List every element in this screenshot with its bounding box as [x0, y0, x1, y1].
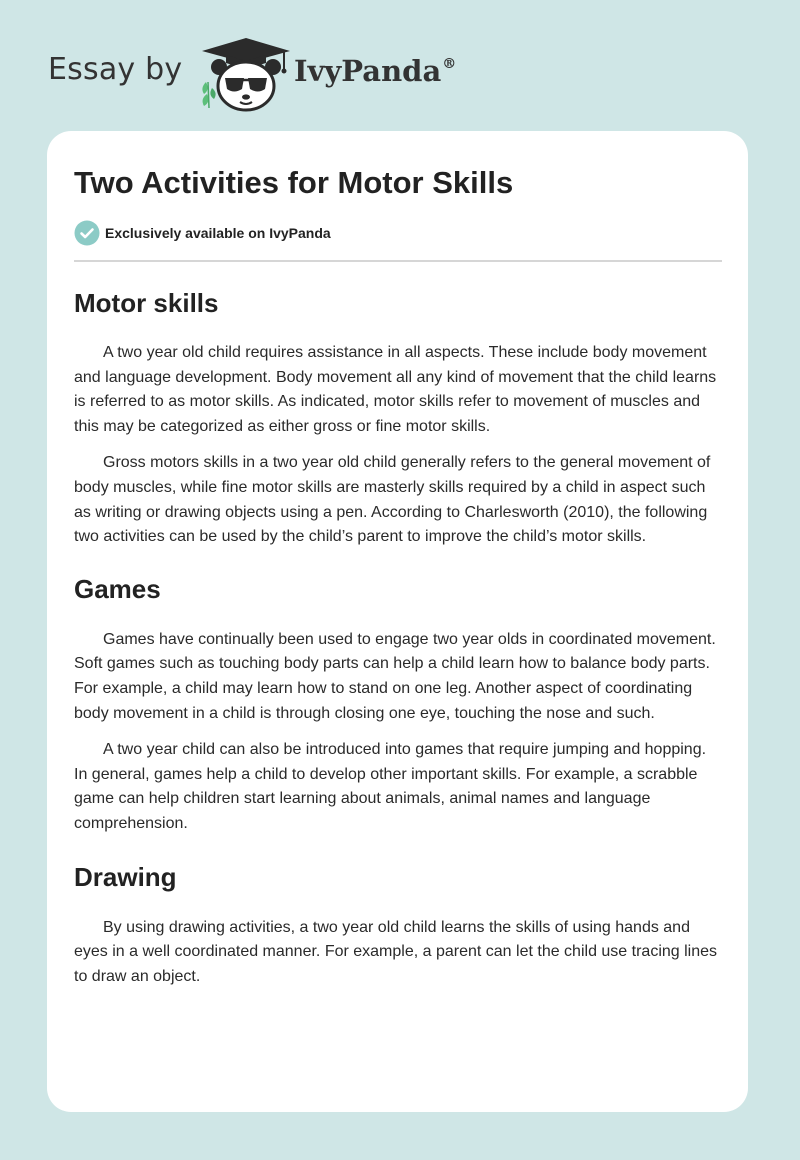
essay-card	[47, 131, 748, 1112]
brand-name	[294, 54, 456, 88]
paragraph: Gross motors skills in a two year old child generally refers to the general movement of body muscles, while fine motor skills are masterly skills required by a child in aspect such as writing or drawing objects using a pen. According to Charlesworth (2010), the following two activities can be used by the child’s parent to improve the child’s motor skills.	[74, 454, 711, 546]
paragraph: By using drawing activities, a two year old child learns the skills of using hands and eyes in a well coordinated manner. For example, a parent can let the child use tracing lines to draw an object.	[74, 918, 718, 985]
registered-mark: ®	[442, 56, 457, 72]
section-heading-motor-skills: Motor skills	[74, 288, 219, 318]
panda-graduate-logo-icon	[198, 36, 294, 112]
brand-name-text: IvyPanda	[294, 54, 442, 88]
paragraph: A two year old child requires assistance in all aspects. These include body movement and language development. Body movement all any kind of movement that the child learns is referred to as motor skills. As indicated, motor skills refer to movement of muscles and this may be categorized as either gross or fine motor skills.	[74, 344, 717, 435]
divider	[74, 260, 722, 262]
exclusive-badge	[74, 220, 722, 246]
check-circle-icon	[74, 220, 100, 246]
brand-prefix: Essay by	[48, 52, 183, 87]
exclusive-badge-text: Exclusively available on IvyPanda	[105, 225, 331, 241]
section-heading-drawing: Drawing	[74, 861, 177, 892]
paragraph: A two year child can also be introduced into games that require jumping and hopping. In general, games help a child to develop other important skills. For example, a scrabble game can help children start learning about animals, animal names and language comprehension.	[74, 741, 707, 832]
brand-header[interactable]	[48, 34, 468, 114]
page-title: Two Activities for Motor Skills	[74, 165, 514, 200]
section-heading-games: Games	[74, 573, 161, 604]
paragraph: Games have continually been used to engage two year olds in coordinated movement. Soft games such as touching body parts can help a child learn how to balance body parts. For example, a child may learn how to stand on one leg. Another aspect of coordinating body movement in a child is through closing one eye, touching the nose and such.	[74, 630, 716, 722]
